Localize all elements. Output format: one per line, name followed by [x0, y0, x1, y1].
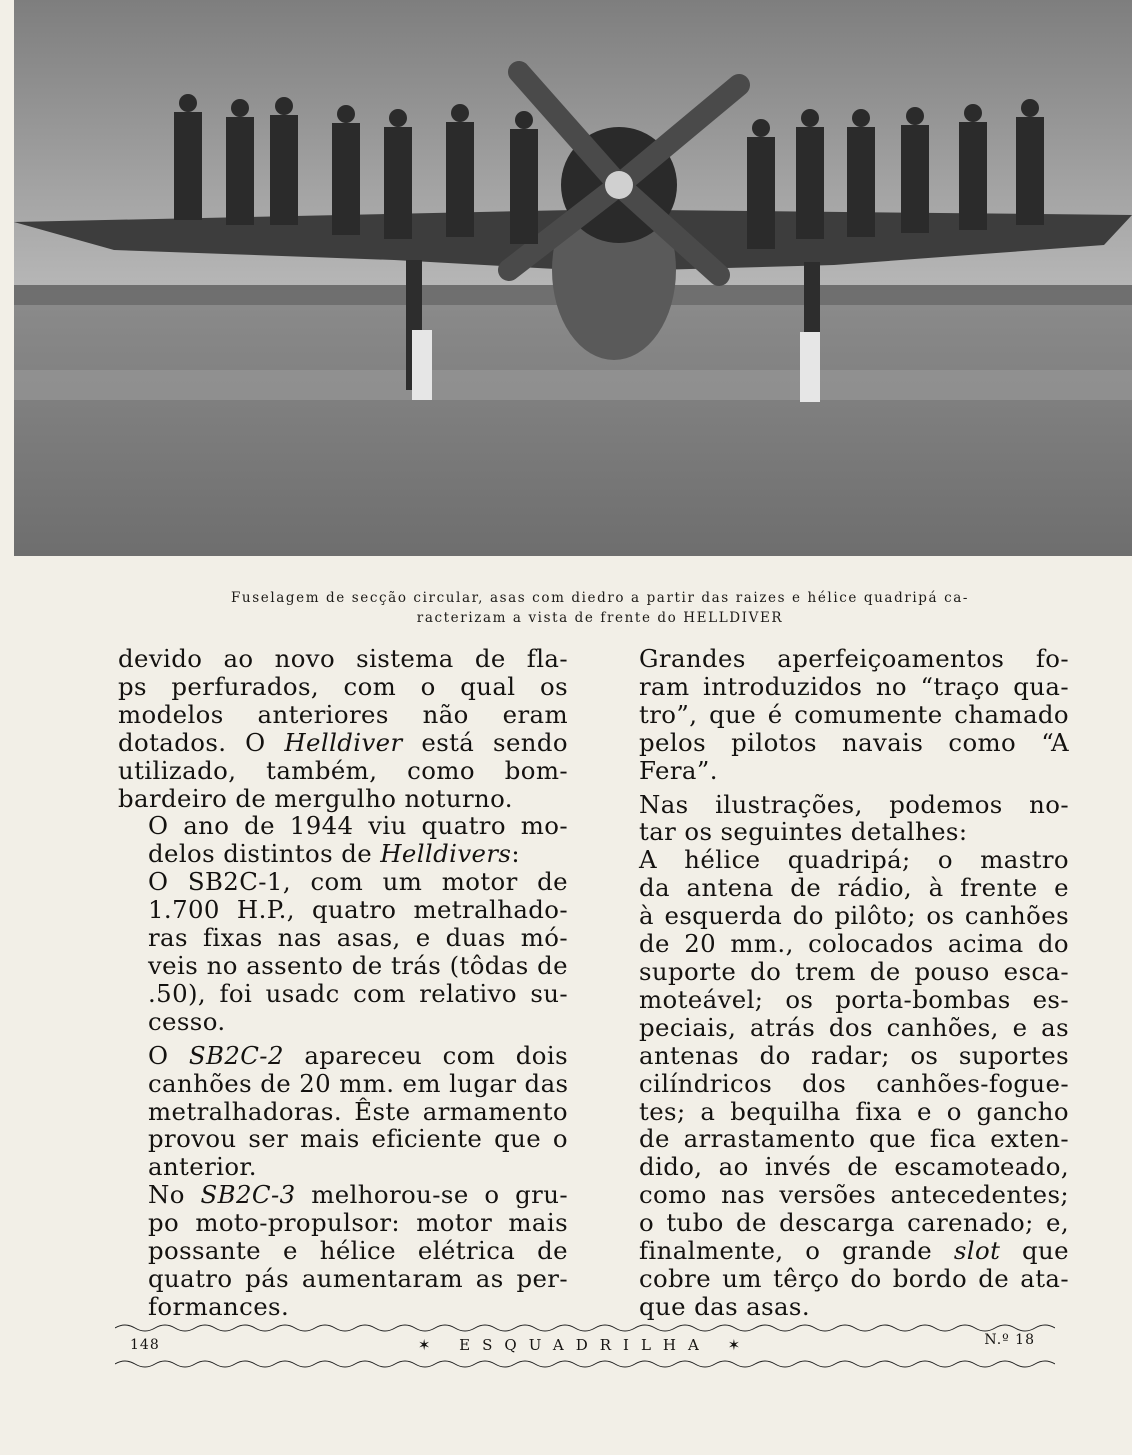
text-line: ram introduzidos no “traço qua- [639, 671, 1069, 701]
text-line: que das asas. [639, 1291, 811, 1321]
text-line [118, 1042, 568, 1070]
aircraft-photo [14, 0, 1132, 556]
text-run: delos distintos de [148, 839, 381, 869]
text-line: ps perfurados, com o qual os [118, 671, 568, 701]
paragraph [118, 812, 568, 868]
text-line: Nas ilustrações, podemos no- [639, 789, 1069, 819]
paragraph [118, 1181, 568, 1321]
text-line: tar os seguintes detalhes: [639, 817, 968, 847]
text-line [118, 840, 568, 868]
text-line: cilíndricos dos canhões-fogue- [639, 1068, 1069, 1098]
caption-line-2: racterizam a vista de frente do HELLDIVER [416, 610, 784, 626]
text-line: como nas versões antecedentes; [639, 1180, 1069, 1210]
right-column [609, 645, 1069, 1321]
left-column [118, 645, 568, 1321]
text-line: cesso. [148, 1006, 226, 1036]
text-line: tes; a bequilha fixa e o gancho [639, 1096, 1069, 1126]
text-line: de 20 mm., colocados acima do [639, 929, 1069, 959]
text-line: po moto-propulsor: motor mais [148, 1208, 568, 1238]
airplane-photo-icon [14, 0, 1132, 556]
italic-run: Helldivers [380, 839, 512, 869]
text-line [609, 1237, 1069, 1265]
text-line: ras fixas nas asas, e duas mó- [148, 923, 568, 953]
text-line: canhões de 20 mm. em lugar das [148, 1068, 569, 1098]
wavy-rule-bottom [115, 1358, 1055, 1370]
text-line: da antena de rádio, à frente e [639, 873, 1069, 903]
paragraph [118, 868, 568, 1035]
paragraph [609, 846, 1069, 1320]
wavy-rule-top [115, 1322, 1055, 1334]
text-line: quatro pás aumentaram as per- [148, 1263, 568, 1293]
text-line: o tubo de descarga carenado; e, [639, 1208, 1069, 1238]
magazine-title: ✶ ESQUADRILHA ✶ [417, 1336, 753, 1354]
text-run: No [148, 1180, 201, 1210]
text-line: moteável; os porta-bombas es- [639, 984, 1069, 1014]
text-line: Fera”. [639, 755, 718, 785]
text-line: tro”, que é comumente chamado [639, 699, 1069, 729]
text-line: metralhadoras. Êste armamento [148, 1096, 568, 1126]
text-line: pelos pilotos navais como “A [639, 727, 1069, 757]
paragraph [118, 1042, 568, 1182]
italic-run: SB2C-3 [200, 1180, 296, 1210]
text-line: O SB2C-1, com um motor de [148, 867, 568, 897]
text-line: bardeiro de mergulho noturno. [118, 783, 513, 813]
text-line: anterior. [148, 1152, 257, 1182]
text-line: possante e hélice elétrica de [148, 1236, 568, 1266]
text-line: de arrastamento que fica exten- [639, 1124, 1069, 1154]
paragraph [609, 791, 1069, 847]
text-line: provou ser mais eficiente que o [148, 1124, 568, 1154]
italic-run: Helldiver [284, 727, 403, 757]
text-line: devido ao novo sistema de fla- [118, 644, 568, 673]
page-footer [115, 1322, 1055, 1372]
text-line: .50), foi usadc com relativo su- [148, 978, 568, 1008]
text-line: suporte do trem de pouso esca- [639, 956, 1069, 986]
text-line: peciais, atrás dos canhões, e as [639, 1012, 1069, 1042]
issue-number: N.º 18 [984, 1332, 1035, 1348]
text-line: Grandes aperfeiçoamentos fo- [639, 644, 1069, 673]
text-run: apareceu com dois [283, 1040, 568, 1070]
text-line: à esquerda do pilôto; os canhões [639, 901, 1069, 931]
text-line: antenas do radar; os suportes [639, 1040, 1069, 1070]
page-number: 148 [130, 1337, 160, 1353]
text-line [118, 729, 568, 757]
text-line: dido, ao invés de escamoteado, [639, 1152, 1069, 1182]
text-line: O ano de 1944 viu quatro mo- [148, 811, 568, 841]
italic-run: slot [953, 1236, 1001, 1266]
text-run: está sendo [402, 727, 568, 757]
text-run: O [148, 1040, 189, 1070]
text-line: formances. [148, 1291, 290, 1321]
text-line [118, 1181, 568, 1209]
text-line: 1.700 H.P., quatro metralhado- [148, 895, 568, 925]
paragraph [609, 645, 1069, 785]
italic-run: SB2C-2 [188, 1040, 284, 1070]
text-run: dotados. O [118, 727, 285, 757]
paragraph [118, 645, 568, 812]
text-run: : [511, 839, 520, 869]
text-run: finalmente, o grande [639, 1236, 954, 1266]
text-run: que [1000, 1236, 1069, 1266]
text-line: A hélice quadripá; o mastro [639, 845, 1069, 875]
text-line: utilizado, também, como bom- [118, 755, 568, 785]
caption-line-1: Fuselagem de secção circular, asas com diedro a partir das raizes e hélice quadripá ca- [230, 590, 970, 606]
text-run: melhorou-se o gru- [295, 1180, 568, 1210]
photo-caption [135, 588, 1065, 628]
text-line: modelos anteriores não eram [118, 699, 568, 729]
text-line: cobre um têrço do bordo de ata- [639, 1263, 1069, 1293]
text-line: veis no assento de trás (tôdas de [148, 950, 568, 980]
